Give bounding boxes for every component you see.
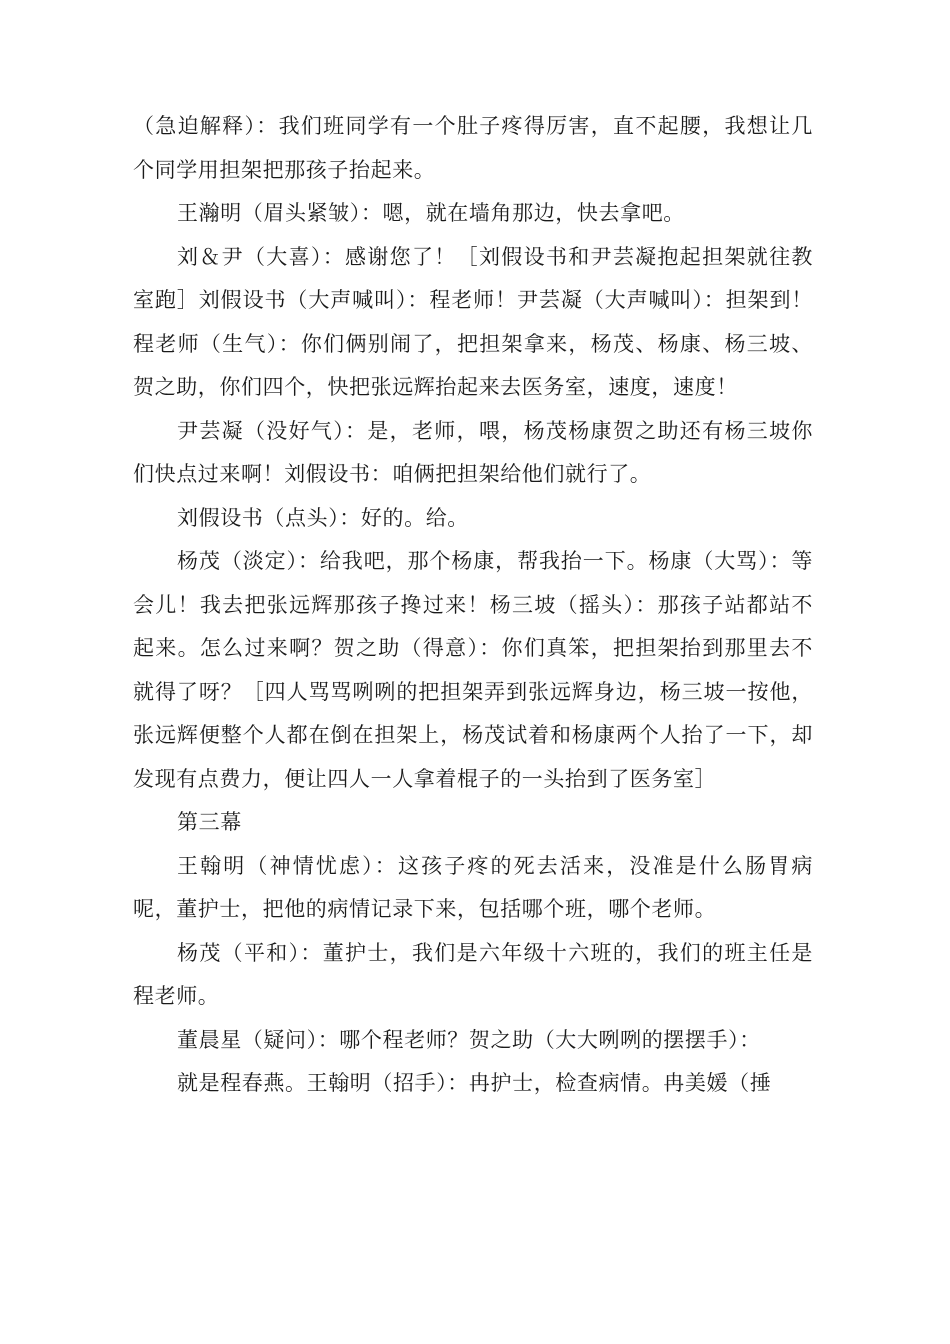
paragraph-3: 刘＆尹（大喜）：感谢您了！［刘假设书和尹芸凝抱起担架就往教室跑］刘假设书（大声喊叫）：程老师！尹芸凝（大声喊叫）：担架到！程老师（生气）：你们俩别闹了，把担架拿来，杨茂、杨康、杨三坡、贺之助，你们四个，快把张远辉抬起来去医务室，速度，速度！ (133, 244, 813, 399)
paragraph-8: 王翰明（神情忧虑）：这孩子疼的死去活来，没准是什么肠胃病呢，董护士，把他的病情记录下来，包括哪个班，哪个老师。 (133, 853, 813, 921)
paragraph-4: 尹芸凝（没好气）：是，老师，喂，杨茂杨康贺之助还有杨三坡你们快点过来啊！刘假设书：咱俩把担架给他们就行了。 (133, 418, 813, 486)
paragraph-5: 刘假设书（点头）：好的。给。 (177, 505, 469, 530)
document-body (133, 105, 813, 1106)
section-heading: 第三幕 (177, 810, 242, 834)
paragraph-9: 杨茂（平和）：董护士，我们是六年级十六班的，我们的班主任是程老师。 (133, 940, 813, 1008)
paragraph-10: 董晨星（疑问）：哪个程老师？贺之助（大大咧咧的摆摆手）： (177, 1027, 761, 1052)
paragraph-11: 就是程春燕。王翰明（招手）：冉护士，检查病情。冉美媛（捶 (177, 1071, 772, 1095)
paragraph-2: 王瀚明（眉头紧皱）：嗯，就在墙角那边，快去拿吧。 (177, 201, 685, 225)
paragraph-6: 杨茂（淡定）：给我吧，那个杨康，帮我抬一下。杨康（大骂）：等会儿！我去把张远辉那孩子搀过来！杨三坡（摇头）：那孩子站都站不起来。怎么过来啊？贺之助（得意）：你们真笨，把担架抬到那里去不就得了呀？［四人骂骂咧咧的把担架弄到张远辉身边，杨三坡一按他，张远辉便整个人都在倒在担架上，杨茂试着和杨康两个人抬了一下，却发现有点费力，便让四人一人拿着棍子的一头抬到了医务室］ (133, 549, 813, 791)
paragraph-1: （急迫解释）：我们班同学有一个肚子疼得厉害，直不起腰，我想让几个同学用担架把那孩子抬起来。 (133, 114, 813, 182)
